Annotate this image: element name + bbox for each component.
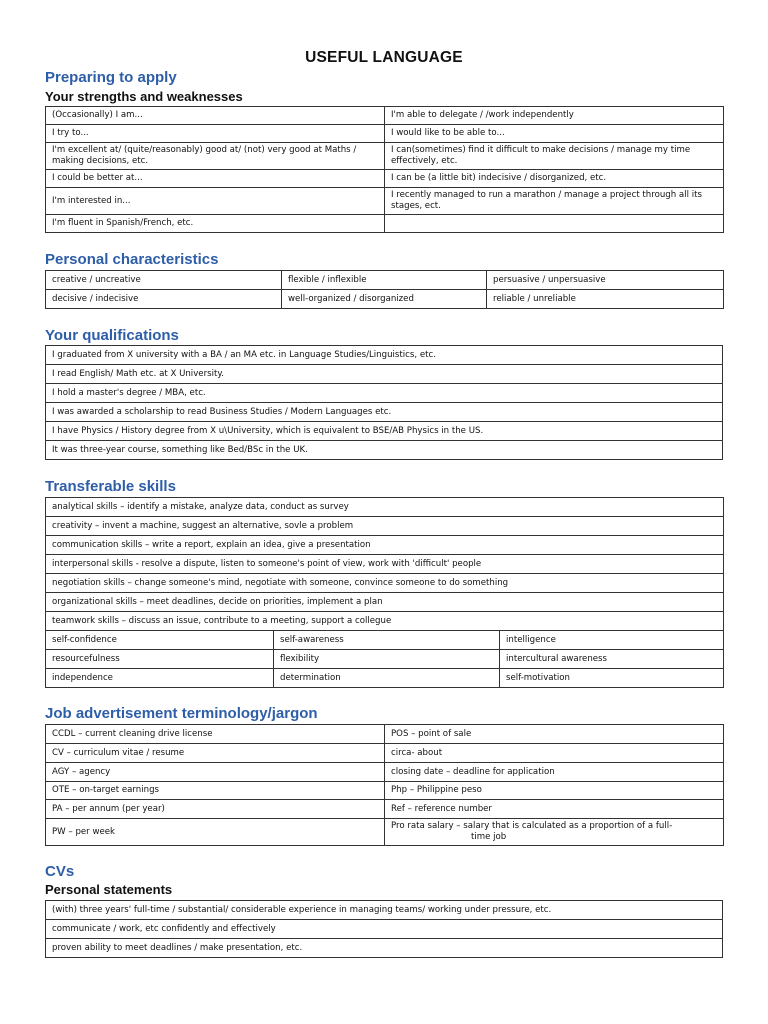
table-row: [46, 650, 724, 669]
heading-job-advertisement-jargon: Job advertisement terminology/jargon: [45, 705, 318, 722]
table-cell: self-motivation: [500, 669, 724, 688]
table-cell: I try to...: [46, 125, 385, 143]
table-row: [46, 901, 723, 920]
table-cell: organizational skills – meet deadlines, decide on priorities, implement a plan: [46, 593, 724, 612]
table-row: [46, 107, 724, 125]
table-cell: intercultural awareness: [500, 650, 724, 669]
table-row: [46, 782, 724, 800]
table-cell: interpersonal skills - resolve a dispute, listen to someone's point of view, work with 'difficult' people: [46, 555, 724, 574]
table-row: [46, 422, 723, 441]
table-cell: (Occasionally) I am...: [46, 107, 385, 125]
table-cell: determination: [274, 669, 500, 688]
table-cell: decisive / indecisive: [46, 290, 282, 309]
heading-cvs: CVs: [45, 863, 75, 880]
table-cell: (with) three years' full-time / substantial/ considerable experience in managing teams/ working under pressure, etc.: [46, 901, 723, 920]
table-row: [46, 517, 724, 536]
table-row: [46, 631, 724, 650]
table-cell: Php – Philippine peso: [385, 782, 724, 800]
table-cell: flexibility: [274, 650, 500, 669]
table-row: [46, 612, 724, 631]
table-cell: OTE – on-target earnings: [46, 782, 385, 800]
table-cell: PA – per annum (per year): [46, 800, 385, 819]
table-cell: I graduated from X university with a BA / an MA etc. in Language Studies/Linguistics, etc.: [46, 346, 723, 365]
table-row: [46, 574, 724, 593]
table-cell: [385, 215, 724, 233]
table-cell: I recently managed to run a marathon / manage a project through all its stages, ect.: [385, 188, 724, 215]
table-row: [46, 125, 724, 143]
table-cell-line-continued: time job: [471, 832, 507, 842]
table-row: [46, 763, 724, 782]
table-cell: well-organized / disorganized: [282, 290, 487, 309]
personal-statements-table: [45, 900, 723, 958]
transferable-skills-table: [45, 497, 724, 688]
table-cell-line: Pro rata salary – salary that is calculated as a proportion of a full-: [391, 821, 673, 831]
table-row: [46, 593, 724, 612]
table-row: [46, 170, 724, 188]
table-cell: negotiation skills – change someone's mind, negotiate with someone, convince someone to do something: [46, 574, 724, 593]
table-cell: circa- about: [385, 744, 724, 763]
table-cell: self-confidence: [46, 631, 274, 650]
table-cell: I could be better at...: [46, 170, 385, 188]
heading-personal-characteristics: Personal characteristics: [45, 251, 219, 268]
heading-your-qualifications: Your qualifications: [45, 327, 179, 344]
table-row: [46, 143, 724, 170]
table-cell: resourcefulness: [46, 650, 274, 669]
table-cell: CV – curriculum vitae / resume: [46, 744, 385, 763]
table-cell: self-awareness: [274, 631, 500, 650]
table-cell: I was awarded a scholarship to read Business Studies / Modern Languages etc.: [46, 403, 723, 422]
table-row: [46, 669, 724, 688]
jargon-table: [45, 724, 724, 846]
table-cell: flexible / inflexible: [282, 271, 487, 290]
table-row: [46, 939, 723, 958]
table-cell: independence: [46, 669, 274, 688]
table-cell: analytical skills – identify a mistake, analyze data, conduct as survey: [46, 498, 724, 517]
table-cell: I have Physics / History degree from X u\University, which is equivalent to BSE/AB Physics in the US.: [46, 422, 723, 441]
table-row: [46, 290, 724, 309]
table-cell: teamwork skills – discuss an issue, contribute to a meeting, support a collegue: [46, 612, 724, 631]
table-cell: CCDL – current cleaning drive license: [46, 725, 385, 744]
table-cell: persuasive / unpersuasive: [487, 271, 724, 290]
table-row: [46, 215, 724, 233]
table-cell: POS – point of sale: [385, 725, 724, 744]
strengths-table: [45, 106, 724, 233]
table-row: [46, 498, 724, 517]
subheading-personal-statements: Personal statements: [45, 882, 173, 897]
table-cell: creative / uncreative: [46, 271, 282, 290]
table-cell: intelligence: [500, 631, 724, 650]
table-row: [46, 819, 724, 846]
table-cell: I'm excellent at/ (quite/reasonably) good at/ (not) very good at Maths / making decisions, etc.: [46, 143, 385, 170]
table-row: [46, 271, 724, 290]
table-cell: I read English/ Math etc. at X University.: [46, 365, 723, 384]
table-cell: I can be (a little bit) indecisive / disorganized, etc.: [385, 170, 724, 188]
heading-transferable-skills: Transferable skills: [45, 478, 176, 495]
table-row: [46, 403, 723, 422]
table-row: [46, 384, 723, 403]
table-row: [46, 725, 724, 744]
table-row: [46, 920, 723, 939]
table-row: [46, 346, 723, 365]
table-row: [46, 744, 724, 763]
table-cell: communication skills – write a report, explain an idea, give a presentation: [46, 536, 724, 555]
table-cell: creativity – invent a machine, suggest an alternative, sovle a problem: [46, 517, 724, 536]
table-row: [46, 800, 724, 819]
table-cell: I can(sometimes) find it difficult to make decisions / manage my time effectively, etc.: [385, 143, 724, 170]
table-cell: I hold a master's degree / MBA, etc.: [46, 384, 723, 403]
table-cell: AGY – agency: [46, 763, 385, 782]
table-cell: I would like to be able to...: [385, 125, 724, 143]
table-cell: I'm interested in...: [46, 188, 385, 215]
table-row: [46, 365, 723, 384]
document-title: USEFUL LANGUAGE: [305, 49, 463, 66]
table-cell: Ref – reference number: [385, 800, 724, 819]
table-cell: PW – per week: [46, 819, 385, 846]
table-row: [46, 536, 724, 555]
table-cell: communicate / work, etc confidently and effectively: [46, 920, 723, 939]
table-row: [46, 188, 724, 215]
table-cell: reliable / unreliable: [487, 290, 724, 309]
table-cell: It was three-year course, something like Bed/BSc in the UK.: [46, 441, 723, 460]
table-cell: proven ability to meet deadlines / make presentation, etc.: [46, 939, 723, 958]
table-row: [46, 555, 724, 574]
personal-characteristics-table: [45, 270, 724, 309]
subheading-strengths-weaknesses: Your strengths and weaknesses: [45, 89, 243, 104]
table-row: [46, 441, 723, 460]
table-cell: [385, 819, 724, 846]
qualifications-table: [45, 345, 723, 460]
table-cell: closing date – deadline for application: [385, 763, 724, 782]
heading-preparing-to-apply: Preparing to apply: [45, 69, 177, 86]
table-cell: I'm able to delegate / /work independently: [385, 107, 724, 125]
table-cell: I'm fluent in Spanish/French, etc.: [46, 215, 385, 233]
